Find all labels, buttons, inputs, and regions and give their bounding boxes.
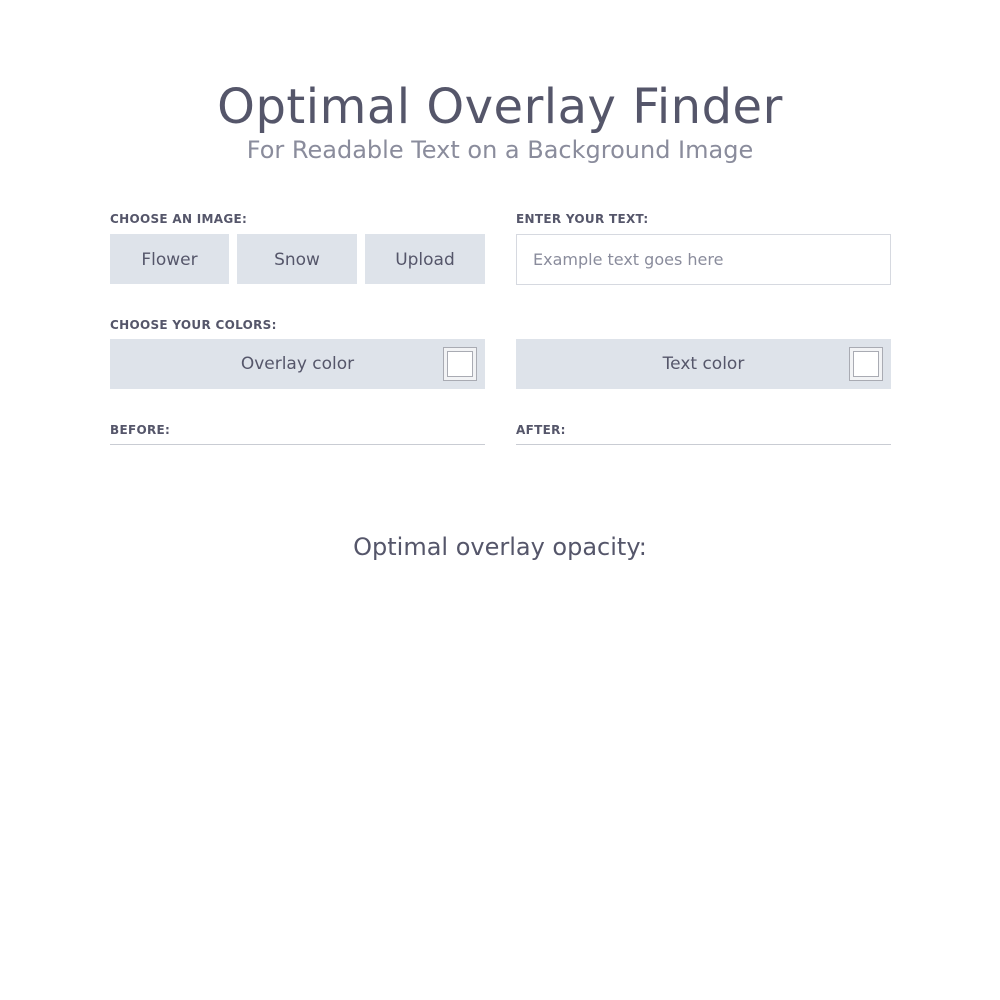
overlay-color-value	[447, 351, 473, 377]
page-subtitle: For Readable Text on a Background Image	[246, 136, 754, 164]
overlay-color-picker[interactable]	[110, 339, 485, 389]
optimal-opacity-label: Optimal overlay opacity:	[353, 533, 647, 561]
overlay-color-swatch[interactable]	[443, 347, 477, 381]
flower-button[interactable]: Flower	[110, 234, 229, 284]
upload-button[interactable]: Upload	[365, 234, 485, 284]
before-label: BEFORE:	[110, 423, 171, 437]
enter-text-label: ENTER YOUR TEXT:	[516, 212, 649, 226]
text-color-swatch[interactable]	[849, 347, 883, 381]
page-title: Optimal Overlay Finder	[217, 79, 783, 135]
after-label: AFTER:	[516, 423, 566, 437]
after-divider	[516, 444, 891, 445]
text-input[interactable]	[516, 234, 891, 285]
snow-button[interactable]: Snow	[237, 234, 357, 284]
text-color-label: Text color	[662, 354, 745, 374]
choose-colors-label: CHOOSE YOUR COLORS:	[110, 318, 277, 332]
overlay-color-label: Overlay color	[240, 354, 355, 374]
text-color-picker[interactable]	[516, 339, 891, 389]
choose-image-label: CHOOSE AN IMAGE:	[110, 212, 248, 226]
before-divider	[110, 444, 485, 445]
text-color-value	[853, 351, 879, 377]
